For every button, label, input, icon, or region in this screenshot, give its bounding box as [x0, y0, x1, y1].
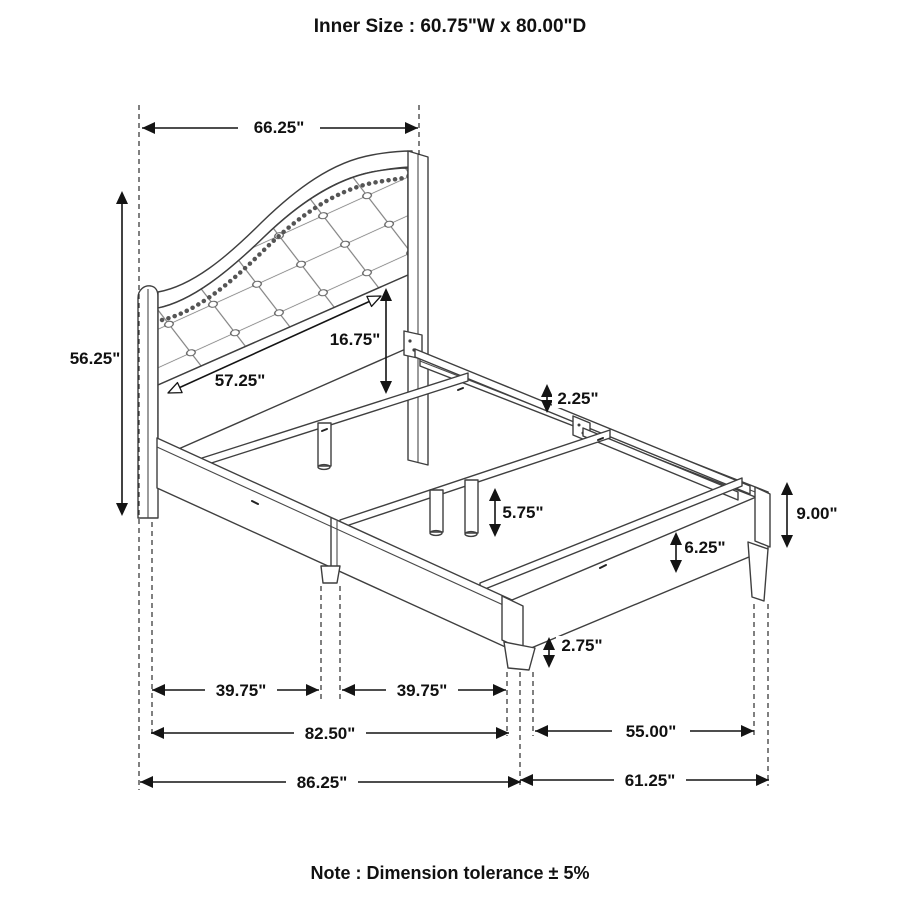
dim-span-mid-label: 39.75" — [396, 681, 448, 700]
dim-center-leg-height-label: 5.75" — [502, 503, 544, 522]
dim-headboard-height-label: 56.25" — [69, 349, 121, 368]
dim-inner-length-label: 82.50" — [304, 724, 356, 743]
dim-headboard-height — [70, 191, 128, 516]
dim-span-mid — [342, 678, 506, 702]
screw-mark — [458, 388, 463, 390]
dim-span-head — [152, 678, 319, 702]
slat-2-leg-a — [430, 490, 443, 532]
dim-headboard-panel-height-label: 16.75" — [329, 330, 381, 349]
slat-2-leg-b — [465, 480, 478, 533]
dim-outer-length — [140, 770, 521, 794]
dim-rail-offset-label: 2.25" — [557, 389, 599, 408]
frame-back — [404, 331, 768, 502]
dim-headboard-width — [142, 114, 418, 140]
dim-headboard-width-label: 66.25" — [253, 118, 305, 137]
dim-inner-length — [151, 721, 509, 745]
foot-end-rail — [512, 492, 768, 656]
bracket-hole — [578, 424, 581, 427]
dim-inner-width-label: 55.00" — [625, 722, 677, 741]
dim-headboard-inner-width-label: 57.25" — [214, 371, 266, 390]
dim-outer-length-label: 86.25" — [296, 773, 348, 792]
near-rail-leg — [321, 566, 340, 583]
dim-foot-leg-height-label: 2.75" — [561, 636, 603, 655]
dim-side-rail-height — [781, 482, 838, 548]
foot-far-leg — [748, 542, 768, 601]
near-side-rail-lip — [157, 447, 512, 609]
dim-center-leg-height — [489, 488, 548, 537]
foot-far-corner-cap — [755, 487, 770, 547]
dim-side-rail-height-label: 9.00" — [796, 504, 838, 523]
dim-span-head-label: 39.75" — [215, 681, 267, 700]
dim-foot-leg-height — [543, 636, 608, 668]
tolerance-note: Note : Dimension tolerance ± 5% — [310, 863, 590, 883]
dim-outer-width — [520, 768, 769, 792]
near-side-rail — [157, 438, 512, 650]
bracket-hole — [408, 339, 411, 342]
dim-outer-width-label: 61.25" — [624, 771, 676, 790]
dim-foot-rail-height-label: 6.25" — [684, 538, 726, 557]
dim-inner-width — [535, 719, 754, 743]
page-title: Inner Size : 60.75"W x 80.00"D — [313, 16, 587, 37]
